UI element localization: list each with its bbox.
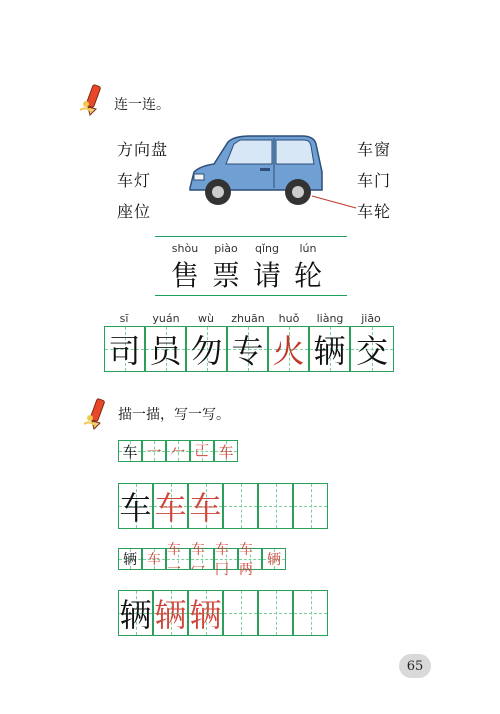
- write-row2-cell: [118, 590, 153, 636]
- grid-cell-5: [268, 326, 309, 372]
- right-word-window: 车窗: [357, 140, 392, 159]
- write-row1-char: 车: [119, 489, 152, 527]
- sign-pinyin-4: lún: [299, 242, 317, 255]
- stroke-row1-cell: [142, 440, 166, 462]
- sign-char-2: 票: [211, 259, 240, 292]
- write-row1-char: [224, 484, 257, 528]
- section-title-connect: 连一连。: [114, 97, 170, 113]
- write-row-liang: [118, 590, 330, 636]
- write-row2-char: 辆: [189, 596, 222, 634]
- write-row-che: [118, 483, 330, 529]
- right-word-wheel: 车轮: [357, 202, 392, 221]
- sign-top-line: [155, 236, 347, 237]
- write-row2-char: [294, 591, 327, 635]
- stroke-order-row-che: [118, 440, 238, 462]
- grid-char-1: 司: [108, 332, 141, 370]
- stroke-row1-char: 车: [122, 442, 138, 461]
- stroke-row1-cell: [166, 440, 190, 462]
- stroke-row2-cell: [238, 542, 262, 578]
- stroke-row2-char: 车一: [167, 542, 181, 578]
- stroke-row2-char: 车冂: [215, 542, 229, 578]
- grid-cell-3: [186, 326, 227, 372]
- stroke-row1-cell: [118, 440, 142, 462]
- write-row2-cell[interactable]: [293, 590, 328, 636]
- grid-pinyin-4: zhuān: [231, 312, 265, 325]
- car-illustration: [180, 128, 360, 214]
- stroke-row2-char: 辆: [267, 552, 281, 568]
- stroke-row2-cell: [118, 548, 142, 570]
- write-row1-char: 车: [189, 489, 222, 527]
- stroke-row2-cell: [214, 542, 238, 578]
- write-row1-cell[interactable]: [293, 483, 328, 529]
- left-word-steering-wheel: 方向盘: [117, 140, 169, 159]
- write-row1-char: [259, 484, 292, 528]
- write-row1-cell[interactable]: [258, 483, 293, 529]
- right-word-door: 车门: [357, 171, 392, 190]
- sign-pinyin-1: shòu: [171, 242, 199, 255]
- sign-pinyin-2: piào: [214, 242, 238, 255]
- write-row1-char: 车: [154, 489, 187, 527]
- stroke-row2-cell: [166, 542, 190, 578]
- grid-cell-7: [350, 326, 394, 372]
- sign-pinyin-3: qǐng: [255, 242, 279, 255]
- grid-char-3: 勿: [190, 332, 223, 370]
- write-row1-cell: [118, 483, 153, 529]
- sign-char-3: 请: [252, 259, 281, 292]
- grid-char-4: 专: [231, 332, 264, 370]
- write-row2-char: [224, 591, 257, 635]
- grid-char-6: 辆: [313, 332, 346, 370]
- grid-pinyin-2: yuán: [152, 312, 180, 325]
- stroke-row1-char: 𠀀: [194, 442, 210, 460]
- grid-pinyin-6: liàng: [316, 312, 344, 325]
- write-row1-cell: [153, 483, 188, 529]
- write-row2-char: [259, 591, 292, 635]
- left-word-seat: 座位: [117, 202, 152, 221]
- write-row1-cell: [188, 483, 223, 529]
- pencil-icon: [78, 82, 108, 116]
- stroke-row2-char: 车冖: [191, 542, 205, 578]
- grid-cell-6: [309, 326, 350, 372]
- stroke-row1-cell: [190, 440, 214, 462]
- pencil-icon: [82, 396, 112, 430]
- grid-char-7: 交: [355, 332, 388, 370]
- grid-cell-2: [145, 326, 186, 372]
- grid-pinyin-1: sī: [119, 312, 129, 325]
- write-row2-cell: [153, 590, 188, 636]
- grid-cell-1: [104, 326, 145, 372]
- write-row2-char: 辆: [154, 596, 187, 634]
- stroke-row2-char: 车: [147, 552, 161, 568]
- grid-char-2: 员: [149, 332, 182, 370]
- stroke-row1-char: 𠂉: [170, 442, 186, 461]
- grid-pinyin-5: huǒ: [278, 312, 300, 325]
- stroke-row1-cell: [214, 440, 238, 462]
- grid-pinyin-7: jiāo: [361, 312, 381, 325]
- stroke-row2-cell: [190, 542, 214, 578]
- write-row2-cell[interactable]: [223, 590, 258, 636]
- stroke-row2-char: 车两: [239, 542, 253, 578]
- write-row2-cell: [188, 590, 223, 636]
- left-word-lamp: 车灯: [117, 171, 152, 190]
- sign-char-1: 售: [170, 259, 199, 292]
- stroke-row2-cell: [262, 548, 286, 570]
- sign-char-4: 轮: [293, 259, 322, 292]
- sign-bottom-line: [155, 295, 347, 296]
- section-title-trace-write: 描一描，写一写。: [118, 407, 230, 423]
- stroke-order-row-liang: [118, 542, 286, 578]
- grid-cell-4: [227, 326, 268, 372]
- page-number: 65: [399, 654, 431, 678]
- grid-pinyin-3: wù: [198, 312, 214, 325]
- grid-char-5: 火: [272, 332, 305, 370]
- write-row2-cell[interactable]: [258, 590, 293, 636]
- stroke-row2-char: 辆: [123, 552, 137, 568]
- stroke-row1-char: 一: [146, 442, 162, 461]
- write-row2-char: 辆: [119, 596, 152, 634]
- write-row1-cell[interactable]: [223, 483, 258, 529]
- stroke-row1-char: 车: [218, 442, 234, 461]
- write-row1-char: [294, 484, 327, 528]
- stroke-row2-cell: [142, 548, 166, 570]
